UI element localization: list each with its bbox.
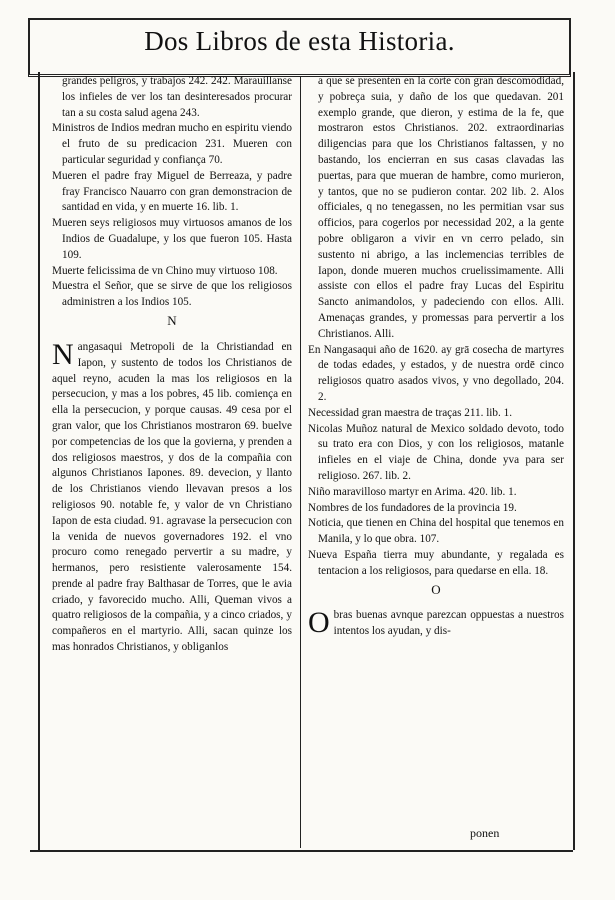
index-entry: Niño maravilloso martyr en Arima. 420. lib. 1. bbox=[308, 485, 517, 498]
index-entry: grandes peligros, y trabajos 242. 242. Marauillanse los infieles de ver los tan desinteresados procurar tan a su costa salud agena 243. bbox=[62, 75, 292, 119]
index-entry: En Nangasaqui año de 1620. ay grā cosecha de martyres de todas edades, y estados, y de nuestra ordē cinco religiosos quatro asados vivos, y vno degollado, 204. 2. bbox=[308, 343, 564, 403]
index-entry: Noticia, que tienen en China del hospital que tenemos en Manila, y lo que obra. 107. bbox=[308, 517, 564, 546]
column-divider bbox=[300, 76, 301, 848]
header-frame bbox=[28, 18, 571, 77]
right-entries bbox=[308, 74, 564, 580]
dropcap-text: bras buenas avnque parezcan oppuestas a nuestros intentos los ayudan, y dis- bbox=[333, 609, 564, 638]
dropcap-text: angasaqui Metropoli de la Christiandad en Iapon, y sustento de todos los Christianos de aquel reyno, acuden la mas los religiosos en la persecucion, y mas a los pobres, 45 lib. comiença en ella la persecucion, y porque causas. 49 cesa por el gran valor, que los Christianos mostraron 69. buelve por competencias de los que la govierna, y prenden a dos religiosos maestros, y dos de la compañia con algunos Christianos Iapones. 89. devecion, y llanto de los Christianos viendo llevavan presos a los religiosos 90. notable fe, y valor de vn Christiano Iapon de esta ciudad. 91. agravase la persecucion con la venida de nuevos governadores 192. el vno procuro como renegado pervertir a su madre, y hermanos, pero resistiente valerosamente 154. prende al padre fray Balthasar de Torres, que le avia criado, y favorecido mucho. Alli, Queman vivos a quatro religiosos de la compañia, y a cinco criados, y compañeros en el martyrio. Alli, sacan quinze los mas honrados Christianos, y obliganlos bbox=[52, 340, 292, 654]
index-entry: Nicolas Muñoz natural de Mexico soldado devoto, todo su trato era con Dios, y con los religiosos, matanle infieles en el viaje de China, donde yva para ser religioso. 267. lib. 2. bbox=[308, 422, 564, 482]
right-column bbox=[308, 74, 564, 651]
left-column bbox=[52, 74, 292, 667]
index-entry: Nueva España tierra muy abundante, y regalada es tentacion a los religiosos, para quedarse en ella. 18. bbox=[308, 548, 564, 577]
section-letter-n: N bbox=[167, 312, 177, 328]
catchword: ponen bbox=[470, 826, 500, 840]
index-entry: Muerte felicissima de vn Chino muy virtuoso 108. bbox=[52, 264, 278, 277]
index-entry: Nombres de los fundadores de la provincia 19. bbox=[308, 501, 517, 514]
dropcap-entry-obras bbox=[308, 608, 564, 640]
dropcap-n: N bbox=[52, 337, 74, 371]
index-entry: Mueren seys religiosos muy virtuosos amanos de los Indios de Guadalupe, y los que fueron 105. Hasta 109. bbox=[52, 217, 292, 261]
dropcap-entry-nangasaqui bbox=[52, 337, 292, 656]
index-entry: Necessidad gran maestra de traças 211. lib. 1. bbox=[308, 406, 512, 419]
index-entry: a que se presenten en la corte con gran descomodidad, y pobreça suia, y daño de los que quedavan. 201 exemplo grande, que dieron, y estima de la fe, que mostraron estos Christianos. 202. extraordinarias diligencias para que los Christianos faltassen, y no bastando, los encierran en sus casas clavadas las puertas, para que mueran de hambre, como murieron, y tantos, que no se pudieron contar. 202 lib. 2. Alos officiales, q no tenegassen, no les permitian vsar sus officios, para cogerlos por necessidad 202, a la gente pobre obligaron a vivir en vn cerro pelado, sin sustento ni abrigo, a las inclemencias terribles de Iapon, donde mueren muchos cruelissimamente. Alli assiste con ellos el padre fray Lucas del Espiritu Sancto animandolos, y padeciendo con ellos. Alli. Amenaças grandes, y promessas para pervertir a los Christianos. Alli. bbox=[318, 75, 564, 340]
page-title: Dos Libros de esta Historia. bbox=[144, 26, 455, 56]
dropcap-o: O bbox=[308, 606, 330, 640]
bottom-rule bbox=[30, 850, 573, 852]
section-letter-o: O bbox=[431, 581, 441, 597]
index-entry: Ministros de Indios medran mucho en espiritu viendo el fruto de su predicacion 231. Mueren con particular seguridad y confiança 70. bbox=[52, 122, 292, 166]
index-entry: Mueren el padre fray Miguel de Berreaza, y padre fray Francisco Nauarro con gran demonstracion de santidad en vida, y en muerte 16. lib. 1. bbox=[52, 169, 292, 214]
left-entries bbox=[52, 74, 292, 311]
index-entry: Muestra el Señor, que se sirve de que los religiosos administren a los Indios 105. bbox=[52, 280, 292, 309]
